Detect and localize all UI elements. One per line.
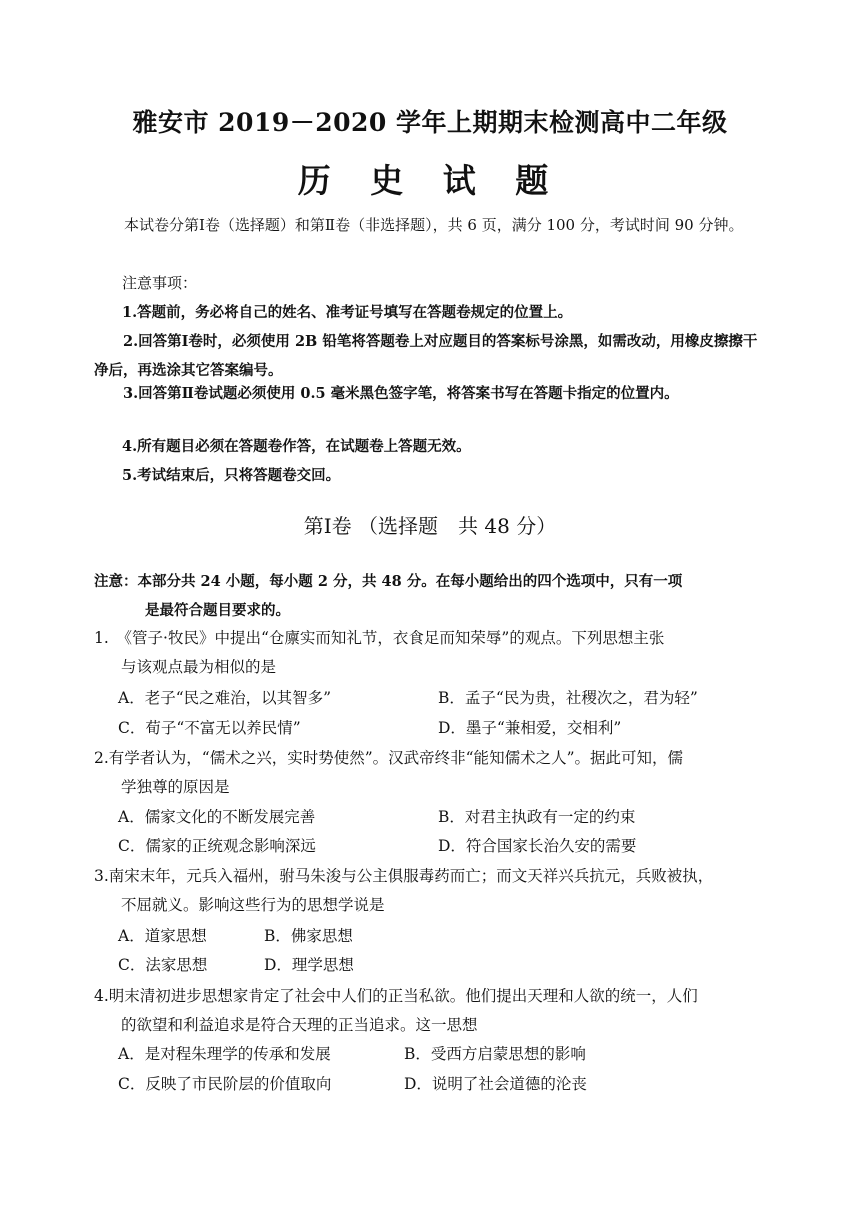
note-2: 2.回答第Ⅰ卷时，必须使用 2B 铅笔将答题卷上对应题目的答案标号涂黑，如需改动，用橡皮擦擦干净后，再选涂其它答案编号。 <box>94 333 758 379</box>
question-4-line-1: 4.明末清初进步思想家肯定了社会中人们的正当私欲。他们提出天理和人欲的统一，人们 <box>94 987 698 1005</box>
question-2-stem <box>94 744 774 802</box>
question-3-option-b: B．佛家思想 <box>264 927 353 945</box>
question-1-option-a: A．老子“民之难治，以其智多” <box>118 689 332 707</box>
question-3-option-a: A．道家思想 <box>118 927 207 945</box>
question-4-option-d: D．说明了社会道德的沦丧 <box>404 1075 587 1093</box>
section-title: 第Ⅰ卷 （选择题 共 48 分） <box>303 514 557 538</box>
question-3-line-1: 3.南宋末年，元兵入福州，驸马朱浚与公主俱服毒药而亡；而文天祥兴兵抗元，兵败被执， <box>94 867 714 885</box>
subject-title: 历 史 试 题 <box>297 161 563 200</box>
question-1-option-c: C．荀子“不富无以养民情” <box>118 719 301 737</box>
note-4: 4.所有题目必须在答题卷作答，在试题卷上答题无效。 <box>122 438 471 455</box>
question-2-option-a: A．儒家文化的不断发展完善 <box>118 808 316 826</box>
question-3-option-d: D．理学思想 <box>264 956 354 974</box>
note-5: 5.考试结束后，只将答题卷交回。 <box>122 467 341 484</box>
question-1-option-d: D．墨子“兼相爱，交相利” <box>438 719 622 737</box>
question-3-stem <box>94 862 774 920</box>
note-1: 1.答题前，务必将自己的姓名、准考证号填写在答题卷规定的位置上。 <box>122 304 573 321</box>
question-1-line-1: 1. 《管子·牧民》中提出“仓廪实而知礼节，衣食足而知荣辱”的观点。下列思想主张 <box>94 629 665 647</box>
question-2-option-d: D．符合国家长治久安的需要 <box>438 837 637 855</box>
notice-line-2: 是最符合题目要求的。 <box>145 602 290 619</box>
exam-intro: 本试卷分第Ⅰ卷（选择题）和第Ⅱ卷（非选择题），共 6 页，满分 100 分，考试时间 90 分钟。 <box>124 216 744 234</box>
question-2-option-b: B．对君主执政有一定的约束 <box>438 808 636 826</box>
question-4-option-c: C．反映了市民阶层的价值取向 <box>118 1075 332 1093</box>
note-3: 3.回答第Ⅱ卷试题必须使用 0.5 毫米黑色签字笔，将答案书写在答题卡指定的位置内。 <box>123 385 679 402</box>
question-1-stem <box>94 624 774 682</box>
question-1-option-b: B．孟子“民为贵，社稷次之，君为轻” <box>438 689 698 707</box>
question-4-option-b: B．受西方启蒙思想的影响 <box>404 1045 586 1063</box>
section-notice <box>94 567 774 625</box>
question-4-option-a: A．是对程朱理学的传承和发展 <box>118 1045 331 1063</box>
question-3-option-c: C．法家思想 <box>118 956 208 974</box>
notice-line-1: 注意：本部分共 24 小题，每小题 2 分，共 48 分。在每小题给出的四个选项中，只有一项 <box>94 573 683 590</box>
question-2-line-1: 2.有学者认为，“儒术之兴，实时势使然”。汉武帝终非“能知儒术之人”。据此可知，儒 <box>94 749 683 767</box>
question-2-line-2: 学独尊的原因是 <box>121 778 230 796</box>
question-4-line-2: 的欲望和利益追求是符合天理的正当追求。这一思想 <box>121 1016 478 1034</box>
question-3-line-2: 不屈就义。影响这些行为的思想学说是 <box>121 896 385 914</box>
exam-title: 雅安市 2019－2020 学年上期期末检测高中二年级 <box>132 108 728 137</box>
notes-heading: 注意事项： <box>122 274 198 292</box>
question-4-stem <box>94 982 774 1040</box>
question-1-line-2: 与该观点最为相似的是 <box>121 658 277 676</box>
question-2-option-c: C．儒家的正统观念影响深远 <box>118 837 316 855</box>
